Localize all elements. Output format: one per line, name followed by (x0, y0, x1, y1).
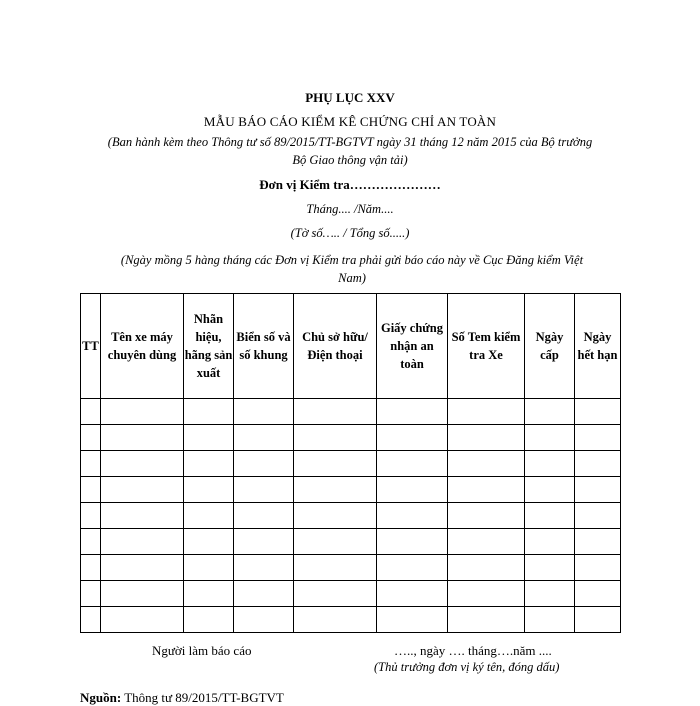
table-cell[interactable] (234, 529, 294, 555)
table-cell[interactable] (81, 555, 101, 581)
column-header: Ngày cấp (525, 294, 575, 399)
table-cell[interactable] (81, 581, 101, 607)
table-cell[interactable] (294, 555, 377, 581)
table-row (81, 607, 621, 633)
table-cell[interactable] (294, 529, 377, 555)
table-cell[interactable] (81, 477, 101, 503)
signature-note: (Thủ trưởng đơn vị ký tên, đóng dấu) (374, 660, 560, 674)
table-cell[interactable] (101, 529, 184, 555)
table-row (81, 529, 621, 555)
table-row (81, 425, 621, 451)
table-cell[interactable] (294, 581, 377, 607)
table-cell[interactable] (184, 581, 234, 607)
issued-with-note (80, 133, 620, 169)
table-cell[interactable] (377, 425, 448, 451)
table-cell[interactable] (575, 529, 621, 555)
table-cell[interactable] (525, 503, 575, 529)
table-cell[interactable] (234, 503, 294, 529)
table-cell[interactable] (101, 503, 184, 529)
table-cell[interactable] (101, 451, 184, 477)
table-cell[interactable] (448, 477, 525, 503)
table-cell[interactable] (234, 451, 294, 477)
table-cell[interactable] (234, 399, 294, 425)
table-cell[interactable] (81, 529, 101, 555)
inventory-table (80, 293, 621, 633)
issued-with-line-2: Bộ Giao thông vận tải) (292, 153, 408, 167)
column-header: Biển số và số khung (234, 294, 294, 399)
table-cell[interactable] (81, 399, 101, 425)
table-cell[interactable] (377, 581, 448, 607)
table-cell[interactable] (575, 607, 621, 633)
table-cell[interactable] (81, 503, 101, 529)
table-cell[interactable] (101, 399, 184, 425)
column-header: Chủ sở hữu/ Điện thoại (294, 294, 377, 399)
appendix-title: PHỤ LỤC XXV (305, 90, 395, 105)
table-cell[interactable] (575, 503, 621, 529)
table-cell[interactable] (377, 477, 448, 503)
table-cell[interactable] (448, 451, 525, 477)
deadline-note (92, 251, 612, 287)
table-cell[interactable] (448, 555, 525, 581)
table-cell[interactable] (377, 399, 448, 425)
table-cell[interactable] (184, 607, 234, 633)
source-label: Nguồn: (80, 690, 122, 705)
deadline-note-line-1: (Ngày mồng 5 hàng tháng các Đơn vị Kiểm tra phải gửi báo cáo này về Cục Đăng kiểm Việt (120, 253, 584, 267)
column-header: Ngày hết hạn (575, 294, 621, 399)
column-header: Tên xe máy chuyên dùng (101, 294, 184, 399)
source-line (80, 690, 284, 706)
table-cell[interactable] (184, 529, 234, 555)
table-cell[interactable] (575, 555, 621, 581)
inspection-unit: Đơn vị Kiểm tra………………… (259, 177, 441, 192)
table-cell[interactable] (294, 503, 377, 529)
table-cell[interactable] (294, 607, 377, 633)
table-cell[interactable] (101, 607, 184, 633)
table-cell[interactable] (448, 529, 525, 555)
table-cell[interactable] (294, 399, 377, 425)
column-header: Giấy chứng nhận an toàn (377, 294, 448, 399)
table-row (81, 477, 621, 503)
table-row (81, 581, 621, 607)
table-cell[interactable] (377, 529, 448, 555)
table-cell[interactable] (234, 477, 294, 503)
table-cell[interactable] (525, 607, 575, 633)
table-cell[interactable] (525, 529, 575, 555)
table-cell[interactable] (448, 425, 525, 451)
table-cell[interactable] (448, 503, 525, 529)
table-cell[interactable] (525, 399, 575, 425)
table-cell[interactable] (101, 581, 184, 607)
table-cell[interactable] (448, 581, 525, 607)
table-cell[interactable] (234, 607, 294, 633)
table-cell[interactable] (525, 477, 575, 503)
table-cell[interactable] (184, 503, 234, 529)
table-row (81, 451, 621, 477)
table-header-row (81, 294, 621, 399)
source-value: Thông tư 89/2015/TT-BGTVT (121, 690, 284, 705)
table-cell[interactable] (184, 399, 234, 425)
table-cell[interactable] (575, 451, 621, 477)
table-row (81, 555, 621, 581)
table-cell[interactable] (448, 607, 525, 633)
table-cell[interactable] (294, 477, 377, 503)
table-row (81, 503, 621, 529)
issued-with-line-1: (Ban hành kèm theo Thông tư số 89/2015/TT-BGTVT ngày 31 tháng 12 năm 2015 của Bộ trưởng (107, 135, 593, 149)
reporter-label: Người làm báo cáo (152, 643, 252, 658)
form-title: MẪU BÁO CÁO KIỂM KÊ CHỨNG CHỈ AN TOÀN (203, 114, 497, 129)
table-cell[interactable] (184, 451, 234, 477)
deadline-note-line-2: Nam) (338, 271, 366, 285)
table-cell[interactable] (184, 425, 234, 451)
column-header: Nhãn hiệu, hãng sản xuất (184, 294, 234, 399)
table-cell[interactable] (294, 451, 377, 477)
table-body (81, 399, 621, 633)
table-cell[interactable] (234, 425, 294, 451)
table-cell[interactable] (101, 555, 184, 581)
table-cell[interactable] (101, 425, 184, 451)
month-year: Tháng.... /Năm.... (306, 202, 394, 216)
column-header: Số Tem kiểm tra Xe (448, 294, 525, 399)
table-cell[interactable] (81, 451, 101, 477)
table-cell[interactable] (377, 607, 448, 633)
table-cell[interactable] (377, 555, 448, 581)
table-cell[interactable] (525, 451, 575, 477)
table-cell[interactable] (184, 477, 234, 503)
table-cell[interactable] (575, 425, 621, 451)
sheet-number: (Tờ số….. / Tổng số.....) (290, 226, 410, 240)
table-cell[interactable] (234, 555, 294, 581)
table-cell[interactable] (377, 503, 448, 529)
table-cell[interactable] (575, 581, 621, 607)
table-cell[interactable] (81, 425, 101, 451)
table-cell[interactable] (184, 555, 234, 581)
column-header: TT (81, 294, 101, 399)
table-cell[interactable] (377, 451, 448, 477)
date-line: ….., ngày …. tháng….năm .... (394, 643, 552, 658)
table-row (81, 399, 621, 425)
table-cell[interactable] (575, 477, 621, 503)
table-cell[interactable] (81, 607, 101, 633)
table-cell[interactable] (448, 399, 525, 425)
table-cell[interactable] (294, 425, 377, 451)
table-cell[interactable] (525, 581, 575, 607)
table-cell[interactable] (525, 555, 575, 581)
table-cell[interactable] (575, 399, 621, 425)
table-cell[interactable] (101, 477, 184, 503)
table-cell[interactable] (525, 425, 575, 451)
table-cell[interactable] (234, 581, 294, 607)
